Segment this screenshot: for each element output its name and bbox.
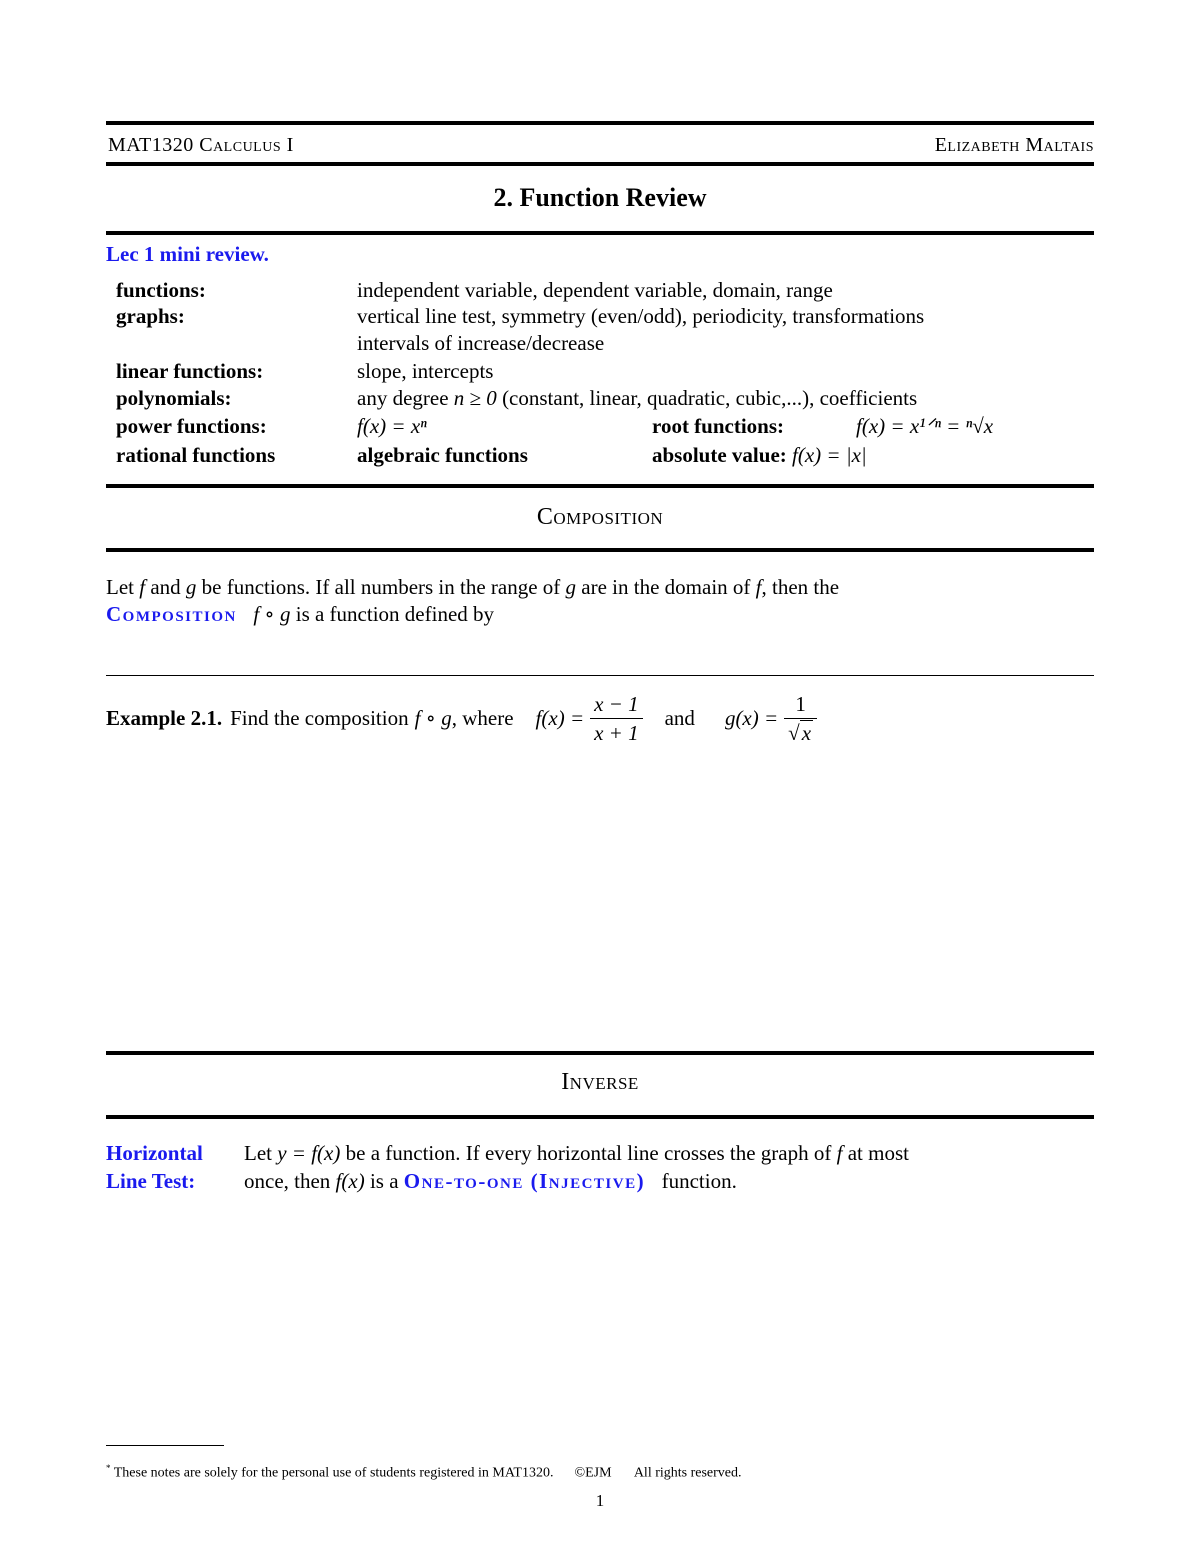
inverse-top-rule [106,1051,1094,1055]
review-label-rational: rational functions [116,443,276,467]
hlt-text-line2: once, then f(x) is a One-to-one (Injective) function. [244,1169,737,1193]
course-header [108,134,294,157]
review-label-root: root functions: [652,414,785,438]
review-label-algebraic: algebraic functions [357,443,528,467]
example-f-lhs: f(x) = [535,705,585,730]
author-name: Elizabeth Maltais [934,134,1094,156]
review-math-absolute: f(x) = |x| [792,443,867,467]
hlt-label-line1: Horizontal [106,1141,203,1165]
hlt-text-line1: Let y = f(x) be a function. If every horizontal line crosses the graph of f at most [244,1141,909,1165]
mini-review-heading: Lec 1 mini review. [106,242,269,266]
footnote [106,1463,742,1482]
review-absolute-value [652,443,867,468]
composition-definition-line2: Composition f ∘ g is a function defined by [106,602,495,626]
footnote-rule [106,1445,224,1446]
footnote-mark: * [106,1463,111,1473]
title-rule [106,231,1094,235]
review-label-graphs: graphs: [116,304,185,328]
review-label-linear: linear functions: [116,359,264,383]
review-text-functions: independent variable, dependent variable, domain, range [357,278,833,302]
example-f-fraction: $\frac{x - 1}{x + 1}$ [590,692,643,745]
section-title-inverse: Inverse [561,1069,639,1095]
page-title: 2. Function Review [493,183,707,212]
composition-fog: f ∘ g [253,602,291,626]
hlt-label-line2: Line Test: [106,1169,196,1193]
page-number: 1 [595,1491,605,1510]
example-2-1: Example 2.1. Find the composition f ∘ g , where f(x) = $\frac{x - 1}{x + 1}$ and g(x) = $\frac{1}{√x}$ [106,688,817,748]
header-bottom-rule [106,162,1094,166]
sqrt-symbol: √x [788,720,812,745]
poly-text-post: (constant, linear, quadratic, cubic,...), coefficients [502,386,918,410]
footnote-text: These notes are solely for the personal use of students registered in MAT1320. [113,1465,554,1481]
footnote-rights: All rights reserved. [633,1465,742,1481]
course-code: MAT1320 [108,134,194,156]
review-label-polynomials: polynomials: [116,386,232,410]
review-bottom-rule [106,484,1094,488]
poly-text-pre: any degree [357,386,449,410]
footnote-copyright: ©EJM [574,1465,612,1481]
review-label-functions: functions: [116,278,206,302]
composition-definition-line1: Let f and g be functions. If all numbers in the range of g are in the domain of f, then the [106,575,840,599]
review-math-root: f(x) = x¹ᐟⁿ = ⁿ√x [856,414,994,438]
course-title: Calculus I [199,134,294,156]
example-g-lhs: g(x) = [724,705,779,730]
example-label: Example 2.1. [106,705,223,730]
review-text-graphs-2: intervals of increase/decrease [357,331,605,355]
review-math-power: f(x) = xⁿ [357,414,427,438]
composition-term: Composition [106,602,237,626]
inverse-rule [106,1115,1094,1119]
example-g-fraction: $\frac{1}{√x}$ [784,692,817,745]
review-text-linear: slope, intercepts [357,359,494,383]
review-text-polynomials [357,386,917,411]
review-label-power: power functions: [116,414,267,438]
header-top-rule [106,121,1094,125]
review-text-graphs: vertical line test, symmetry (even/odd), periodicity, transformations [357,304,925,328]
review-label-absolute: absolute value: [652,443,787,467]
composition-rule [106,548,1094,552]
example-top-rule [106,675,1094,676]
one-to-one-term: One-to-one (Injective) [403,1169,646,1193]
section-title-composition: Composition [536,504,664,530]
poly-math: n ≥ 0 [453,386,497,410]
